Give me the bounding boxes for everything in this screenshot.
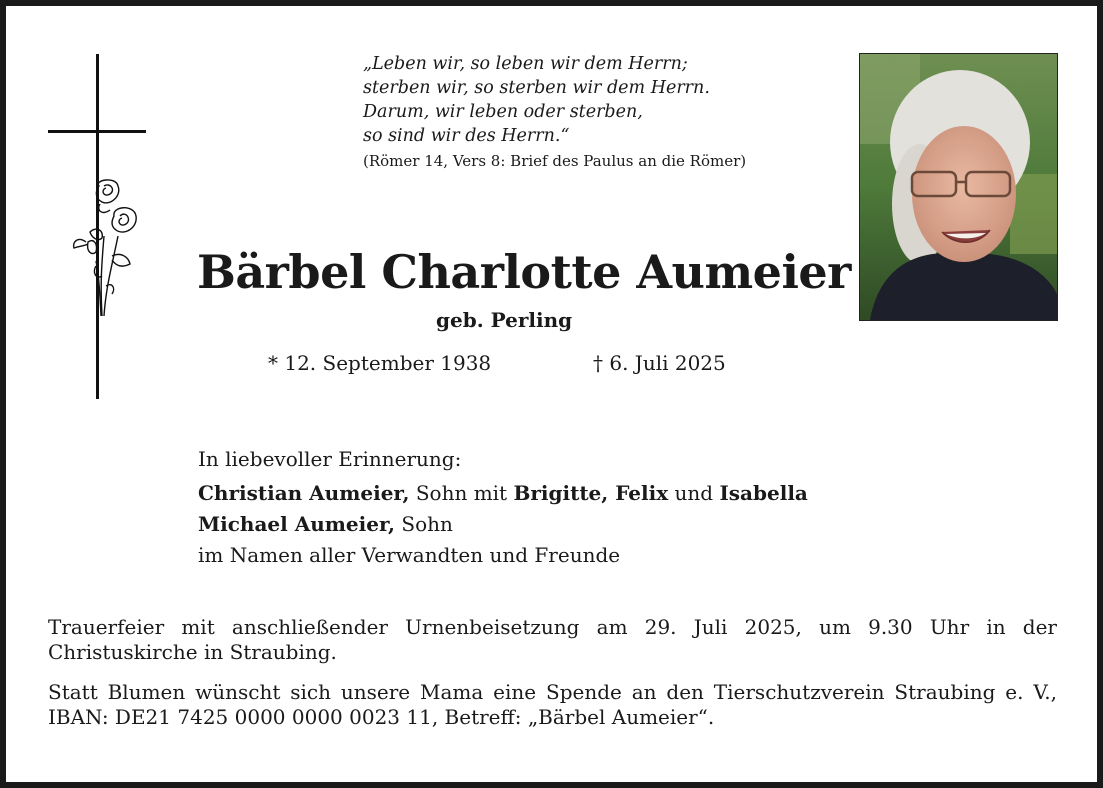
verse-line: „Leben wir, so leben wir dem Herrn; bbox=[363, 54, 688, 74]
verse-line: sterben wir, so sterben wir dem Herrn. bbox=[363, 78, 710, 98]
verse-reference: (Römer 14, Vers 8: Brief des Paulus an die Römer) bbox=[363, 152, 747, 170]
relation-text: Sohn mit bbox=[409, 481, 514, 505]
birth-date: * 12. September 1938 bbox=[268, 351, 492, 375]
memorial-intro: In liebevoller Erinnerung: bbox=[198, 447, 462, 471]
mourner-name: Isabella bbox=[719, 481, 808, 505]
conjunction-text: und bbox=[668, 481, 720, 505]
portrait-photo bbox=[859, 53, 1058, 321]
verse-line: so sind wir des Herrn.“ bbox=[363, 126, 570, 146]
death-date: † 6. Juli 2025 bbox=[593, 351, 726, 375]
memorial-section bbox=[198, 444, 808, 571]
deceased-name: Bärbel Charlotte Aumeier bbox=[197, 245, 851, 299]
mourner-names: Brigitte, Felix bbox=[513, 481, 669, 505]
mourner-line-3: im Namen aller Verwandten und Freunde bbox=[198, 543, 621, 567]
maiden-name: geb. Perling bbox=[436, 308, 573, 332]
cross-horizontal-bar bbox=[48, 130, 146, 133]
mourner-name: Michael Aumeier, bbox=[198, 512, 396, 536]
mourner-name: Christian Aumeier, bbox=[198, 481, 410, 505]
bible-verse bbox=[363, 52, 843, 173]
relation-text: Sohn bbox=[395, 512, 453, 536]
mourner-line-1 bbox=[198, 478, 808, 509]
verse-line: Darum, wir leben oder sterben, bbox=[363, 102, 643, 122]
roses-illustration bbox=[66, 176, 146, 326]
funeral-notice: Trauerfeier mit anschließender Urnenbeisetzung am 29. Juli 2025, um 9.30 Uhr in der Christuskirche in Straubing. bbox=[48, 615, 1057, 664]
mourner-line-2 bbox=[198, 509, 808, 540]
donation-notice: Statt Blumen wünscht sich unsere Mama eine Spende an den Tierschutzverein Straubing e. V., IBAN: DE21 7425 0000 0000 0023 11, Betreff: „Bärbel Aumeier“. bbox=[48, 680, 1057, 729]
